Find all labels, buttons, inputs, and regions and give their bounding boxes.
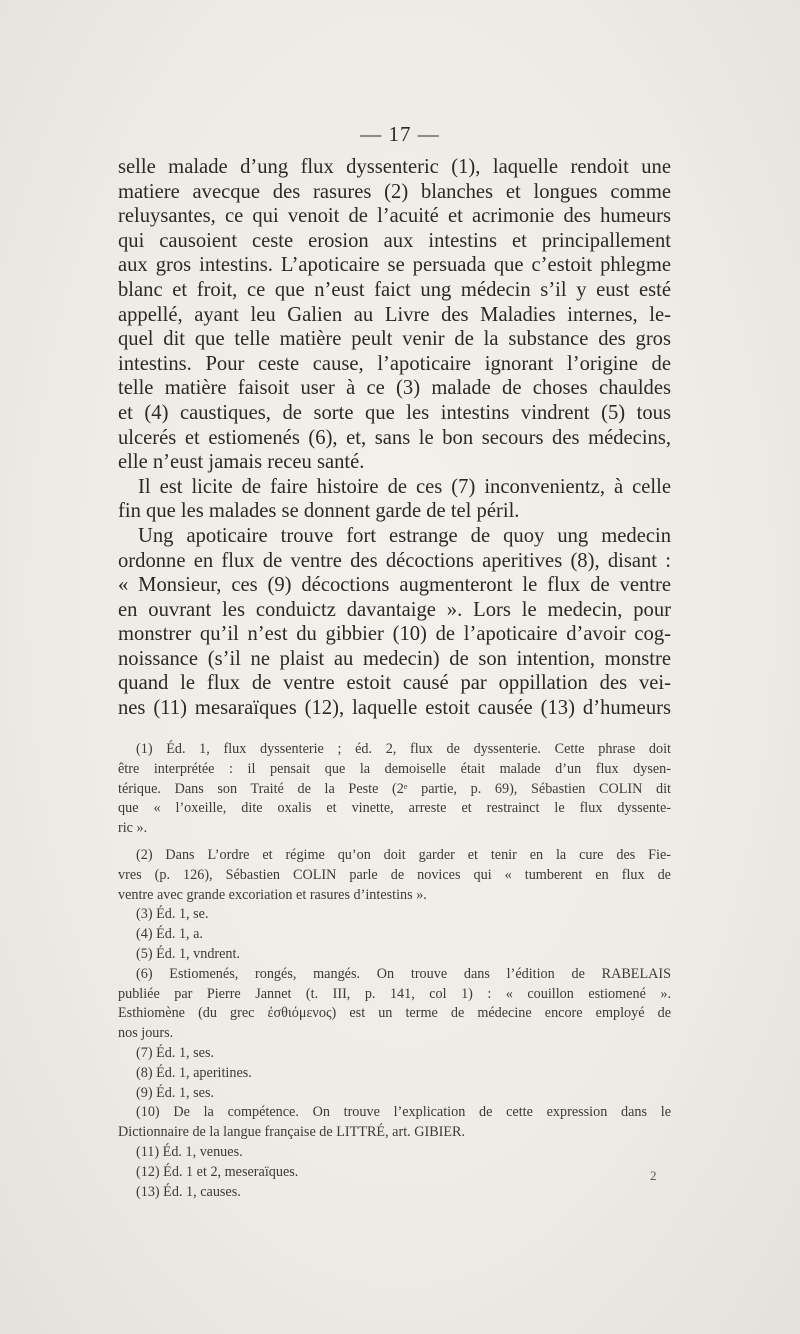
footnote-line: (2) Dans L’ordre et régime qu’on doit garder et tenir en la cure des Fie- (136, 846, 671, 863)
body-line: nes (11) mesaraïques (12), laquelle estoit causée (13) d’humeurs (118, 697, 671, 720)
footnote-line: (8) Éd. 1, aperitines. (136, 1064, 252, 1081)
body-line: blanc et froit, ce que n’eust faict ung médecin s’il y eust esté (118, 278, 671, 301)
footnote-line: vres (p. 126), Sébastien COLIN parle de novices qui « tumberent en flux de (118, 866, 671, 883)
footnote-line: (1) Éd. 1, flux dyssenterie ; éd. 2, flux de dyssenterie. Cette phrase doit (136, 741, 671, 757)
body-line: monstrer qu’il n’est du gibbier (10) de l’apoticaire d’avoir cog- (118, 623, 671, 646)
body-line: aux gros intestins. L’apoticaire se persuada que c’estoit phlegme (118, 254, 671, 277)
main-text (118, 155, 671, 721)
body-line: fin que les malades se donnent garde de tel péril. (118, 500, 520, 523)
footnote-line: (13) Éd. 1, causes. (136, 1183, 241, 1200)
footnote-line: publiée par Pierre Jannet (t. III, p. 141, col 1) : « couillon estiomené ». (118, 985, 671, 1002)
body-line: ulcerés et estiomenés (6), et, sans le bon secours des médecins, (118, 426, 671, 449)
body-line: selle malade d’ung flux dyssenteric (1), laquelle rendoit une (118, 156, 671, 178)
footnote-line: ventre avec grande excoriation et rasures d’intestins ». (118, 886, 427, 903)
body-line: quel dit que telle matière peult venir de la substance des gros (118, 328, 671, 351)
body-line: quand le flux de ventre estoit causé par oppillation des vei- (118, 672, 671, 695)
footnote-line: (10) De la compétence. On trouve l’explication de cette expression dans le (136, 1104, 671, 1121)
body-line: noissance (s’il ne plaist au medecin) de son intention, monstre (118, 647, 671, 670)
signature-mark: 2 (650, 1168, 657, 1183)
footnote-line: ric ». (118, 820, 148, 837)
footnote-line: (5) Éd. 1, vndrent. (136, 945, 241, 962)
footnote-line: (12) Éd. 1 et 2, meseraïques. (136, 1163, 299, 1180)
footnote-line: (6) Estiomenés, rongés, mangés. On trouve dans l’édition de RABELAIS (136, 965, 671, 982)
footnotes (118, 740, 671, 1202)
footnote-line: (3) Éd. 1, se. (136, 906, 209, 923)
body-line: matiere avecque des rasures (2) blanches et longues comme (118, 180, 671, 203)
body-line: en ouvrant les conduictz davantaige ». Lors le medecin, pour (118, 598, 671, 621)
body-line: elle n’eust jamais receu santé. (118, 451, 365, 474)
body-line: Ung apoticaire trouve fort estrange de quoy ung medecin (138, 524, 671, 547)
footnote-line: (4) Éd. 1, a. (136, 926, 203, 943)
body-line: Il est licite de faire histoire de ces (7) inconvenientz, à celle (138, 475, 671, 498)
body-line: intestins. Pour ceste cause, l’apoticaire ignorant l’origine de (118, 352, 671, 375)
body-line: ordonne en flux de ventre des décoctions aperitives (8), disant : (118, 549, 671, 572)
footnote-line: Esthiomène (du grec ἐσθιόμενος) est un terme de médecine encore employé de (118, 1005, 671, 1022)
body-line: appellé, ayant leu Galien au Livre des Maladies internes, le- (118, 303, 671, 326)
body-line: qui causoient ceste erosion aux intestins et principallement (118, 229, 671, 252)
footnote-line: térique. Dans son Traité de la Peste (2ᵉ partie, p. 69), Sébastien COLIN dit (118, 780, 671, 797)
footnote-line: nos jours. (118, 1025, 174, 1042)
footnote-line: (9) Éd. 1, ses. (136, 1084, 215, 1101)
body-line: telle matière faisoit user à ce (3) malade de choses chauldes (118, 377, 671, 400)
page-number: — 17 — (360, 122, 440, 146)
footnote-line: que « l’oxeille, dite oxalis et vinette, arreste et restrainct le flux dyssente- (118, 800, 671, 817)
footnote-line: (11) Éd. 1, venues. (136, 1143, 243, 1160)
footnote-line: (7) Éd. 1, ses. (136, 1044, 215, 1061)
footnote-line: être interprétée : il pensait que la demoiselle était malade d’un flux dysen- (118, 760, 671, 777)
body-line: et (4) caustiques, de sorte que les intestins vindrent (5) tous (118, 401, 671, 424)
footnote-line: Dictionnaire de la langue française de LITTRÉ, art. GIBIER. (118, 1124, 466, 1141)
body-line: reluysantes, ce qui venoit de l’acuité et acrimonie des humeurs (118, 205, 671, 228)
body-line: « Monsieur, ces (9) décoctions augmenteront le flux de ventre (118, 574, 671, 597)
